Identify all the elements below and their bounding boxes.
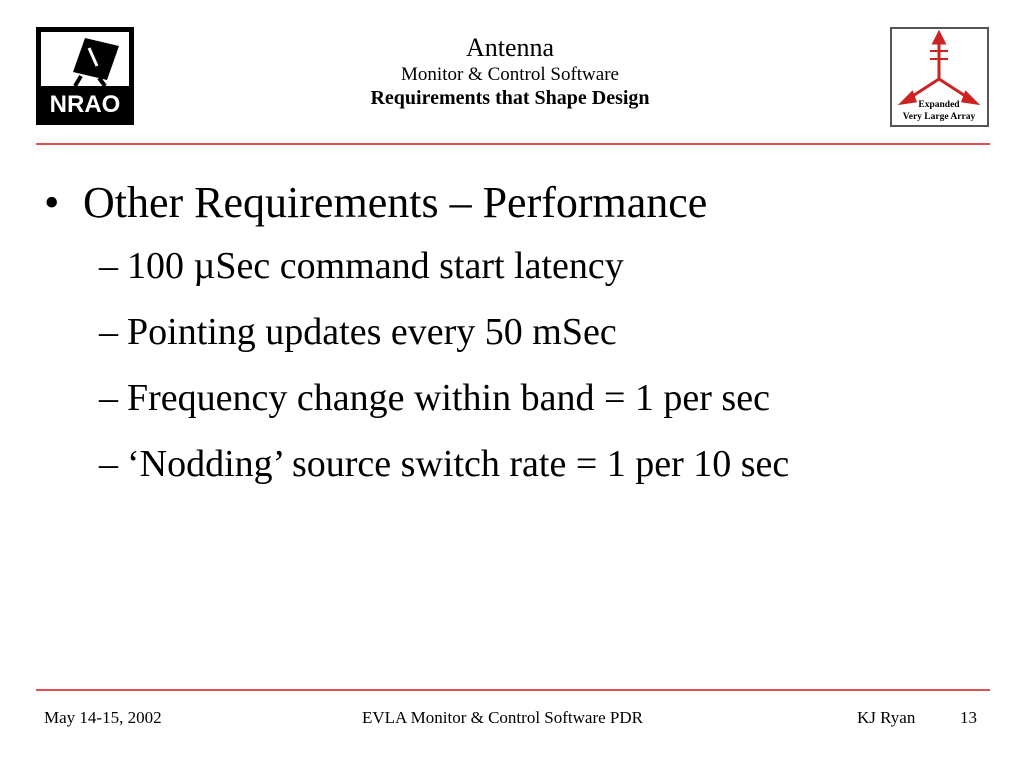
slide-subtitle: Monitor & Control Software — [401, 64, 619, 85]
nrao-logo — [36, 27, 134, 125]
slide-title: Antenna — [465, 33, 555, 62]
sub-bullet-text: ‘Nodding’ source switch rate = 1 per 10 sec — [127, 443, 790, 485]
sub-bullet — [99, 442, 984, 486]
sub-bullet-dash: – — [99, 311, 118, 353]
main-bullet — [44, 178, 984, 228]
evla-logo-line1: Expanded — [918, 100, 960, 110]
footer-author: KJ Ryan — [857, 708, 916, 727]
nrao-dish-icon — [37, 28, 133, 124]
vla-y-array-icon — [892, 29, 987, 125]
sub-bullet-text: 100 µSec command start latency — [127, 245, 624, 287]
sub-bullet-list — [44, 244, 984, 486]
sub-bullet — [99, 376, 984, 420]
sub-bullet-dash: – — [99, 443, 118, 485]
sub-bullet-text: Pointing updates every 50 mSec — [127, 311, 617, 353]
sub-bullet — [99, 310, 984, 354]
slide-section: Requirements that Shape Design — [370, 87, 650, 109]
evla-logo-line2: Very Large Array — [902, 112, 976, 122]
nrao-logo-text: NRAO — [49, 91, 121, 118]
evla-logo — [890, 27, 989, 127]
slide-body — [44, 178, 984, 508]
bullet-symbol: • — [44, 178, 60, 227]
sub-bullet-dash: – — [99, 245, 118, 287]
footer-date: May 14-15, 2002 — [44, 708, 162, 727]
header-divider — [36, 143, 990, 145]
page-number: 13 — [960, 708, 977, 727]
footer-event: EVLA Monitor & Control Software PDR — [362, 708, 643, 727]
slide-header — [250, 33, 770, 110]
main-bullet-text: Other Requirements – Performance — [83, 178, 708, 227]
sub-bullet — [99, 244, 984, 288]
sub-bullet-dash: – — [99, 377, 118, 419]
sub-bullet-text: Frequency change within band = 1 per sec — [127, 377, 770, 419]
footer-divider — [36, 689, 990, 691]
